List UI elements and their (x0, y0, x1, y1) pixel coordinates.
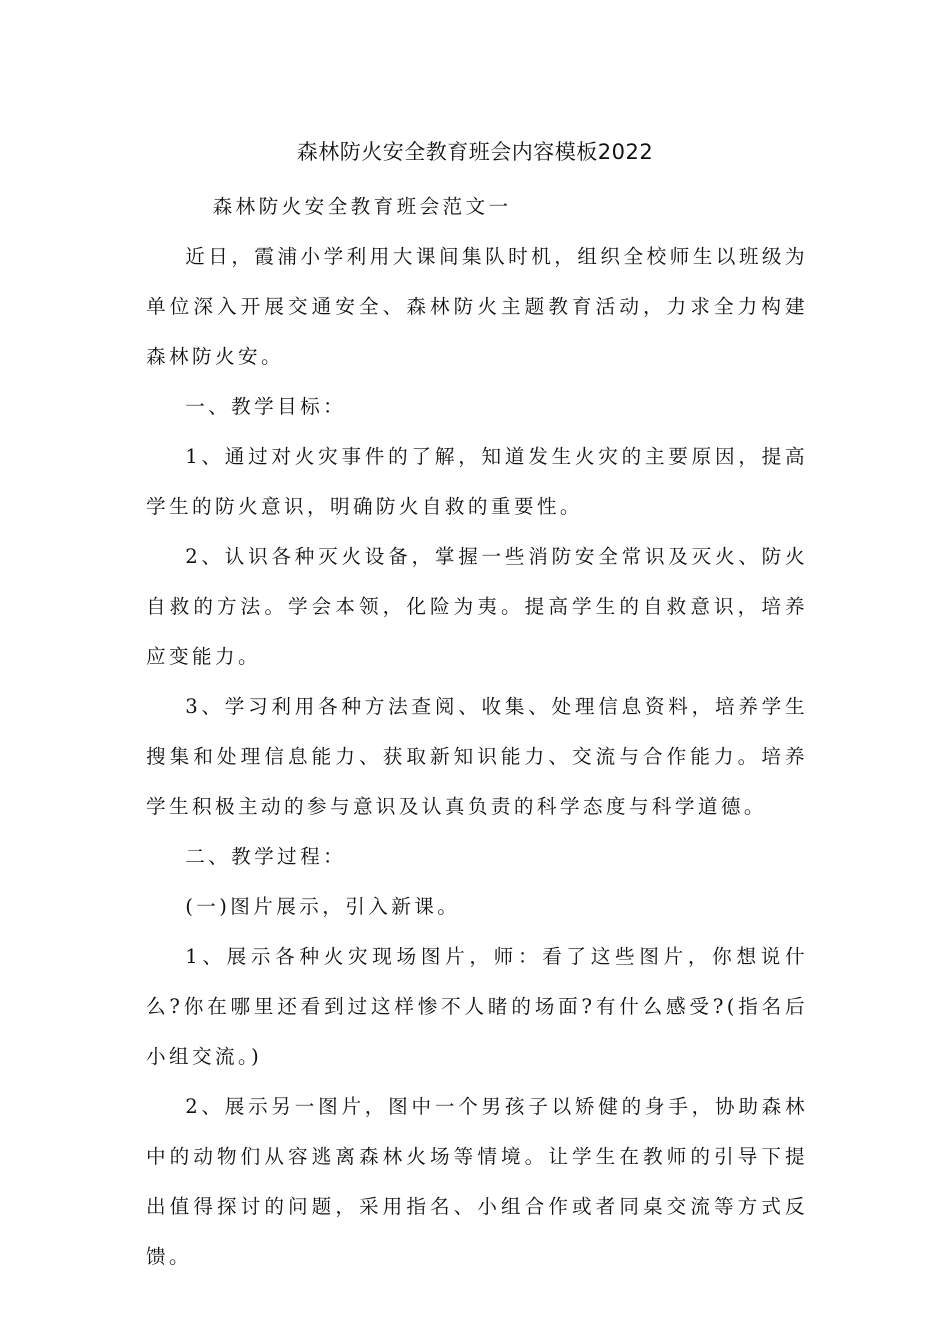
document-subtitle: 森林防火安全教育班会范文一 (212, 195, 512, 218)
paragraph-process-1: 1、展示各种火灾现场图片，师：看了这些图片，你想说什么?你在哪里还看到过这样惨不人睹的场面?有什么感受?(指名后小组交流。) (146, 945, 808, 1068)
paragraph-goal-3: 3、学习利用各种方法查阅、收集、处理信息资料，培养学生搜集和处理信息能力、获取新知识能力、交流与合作能力。培养学生积极主动的参与意识及认真负责的科学态度与科学道德。 (146, 695, 808, 818)
heading-picture-display: (一)图片展示，引入新课。 (185, 895, 461, 918)
paragraph-intro: 近日，霞浦小学利用大课间集队时机，组织全校师生以班级为单位深入开展交通安全、森林防火主题教育活动，力求全力构建森林防火安。 (146, 245, 808, 368)
document-body (146, 182, 808, 1282)
paragraph-goal-1: 1、通过对火灾事件的了解，知道发生火灾的主要原因，提高学生的防火意识，明确防火自救的重要性。 (146, 445, 808, 518)
heading-teaching-goals: 一、教学目标： (185, 395, 347, 418)
paragraph-goal-2: 2、认识各种灭火设备，掌握一些消防安全常识及灭火、防火自救的方法。学会本领，化险为夷。提高学生的自救意识，培养应变能力。 (146, 545, 808, 668)
paragraph-process-2: 2、展示另一图片，图中一个男孩子以矫健的身手，协助森林中的动物们从容逃离森林火场等情境。让学生在教师的引导下提出值得探讨的问题，采用指名、小组合作或者同桌交流等方式反馈。 (146, 1095, 808, 1268)
document-title: 森林防火安全教育班会内容模板2022 (296, 140, 654, 164)
heading-teaching-process: 二、教学过程： (185, 845, 347, 868)
